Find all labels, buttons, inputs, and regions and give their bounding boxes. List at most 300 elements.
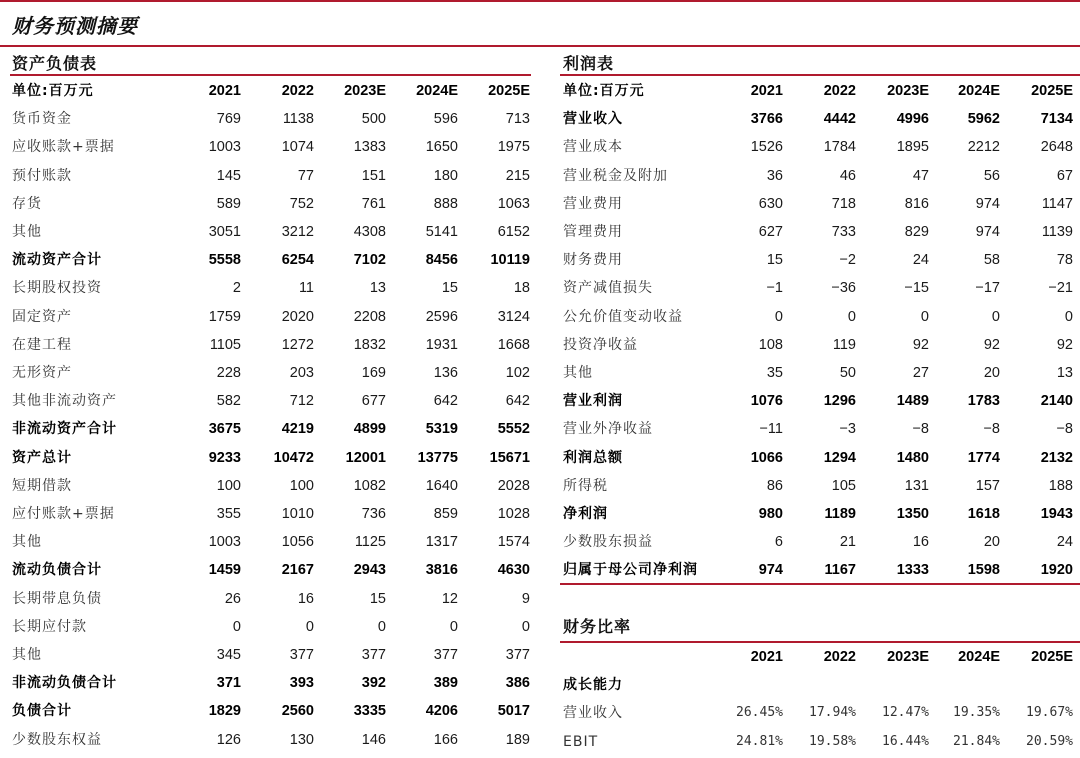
table-row bbox=[563, 331, 1080, 359]
row-value: 10119 bbox=[490, 252, 530, 269]
row-value: 642 bbox=[505, 393, 530, 410]
table-row bbox=[12, 162, 532, 190]
row-value: 1294 bbox=[823, 449, 856, 466]
row-value: 19.58% bbox=[809, 733, 856, 749]
row-value: 24 bbox=[912, 252, 929, 269]
row-value: 19.67% bbox=[1026, 705, 1073, 721]
row-value: −15 bbox=[904, 280, 929, 297]
row-value: 1125 bbox=[354, 534, 386, 551]
row-value: 12.47% bbox=[882, 705, 929, 721]
row-value: 733 bbox=[831, 224, 856, 240]
table-row bbox=[12, 669, 532, 697]
income-statement-bottom-border bbox=[560, 583, 1080, 585]
table-row bbox=[12, 303, 532, 331]
row-value: 16 bbox=[297, 590, 314, 607]
table-row bbox=[12, 500, 532, 528]
row-value: 1459 bbox=[208, 562, 241, 579]
row-value: 26 bbox=[224, 590, 241, 607]
row-value: 1138 bbox=[282, 111, 314, 128]
row-value: 6152 bbox=[497, 224, 530, 240]
row-value: 46 bbox=[839, 167, 856, 184]
table-row bbox=[563, 274, 1080, 302]
table-row bbox=[12, 274, 532, 302]
row-value: 0 bbox=[847, 308, 856, 325]
table-row bbox=[563, 190, 1080, 218]
table-row bbox=[563, 105, 1080, 133]
header-year: 2023E bbox=[344, 83, 386, 99]
row-label: 少数股东权益 bbox=[12, 731, 102, 748]
row-value: 4630 bbox=[497, 562, 530, 579]
row-value: 126 bbox=[216, 731, 241, 748]
table-row bbox=[563, 162, 1080, 190]
row-value: 1618 bbox=[967, 506, 1000, 522]
row-value: 13 bbox=[1056, 365, 1073, 381]
header-year: 2023E bbox=[887, 83, 929, 99]
row-value: 888 bbox=[433, 195, 458, 212]
header-year: 2021 bbox=[750, 649, 783, 665]
row-value: 371 bbox=[216, 675, 241, 692]
table-row bbox=[12, 331, 532, 359]
row-value: 974 bbox=[975, 195, 1000, 212]
row-value: −8 bbox=[912, 421, 929, 438]
row-value: 1975 bbox=[497, 139, 530, 156]
row-value: 718 bbox=[831, 195, 856, 212]
row-value: 769 bbox=[216, 111, 241, 128]
row-label: 负债合计 bbox=[12, 703, 72, 720]
row-value: 20 bbox=[983, 365, 1000, 381]
row-value: 1759 bbox=[208, 308, 241, 325]
table-row bbox=[12, 726, 532, 754]
table-row bbox=[12, 528, 532, 556]
row-label: 货币资金 bbox=[12, 111, 72, 128]
row-value: 58 bbox=[983, 252, 1000, 269]
row-value: 1668 bbox=[497, 336, 530, 353]
table-row bbox=[563, 472, 1080, 500]
row-value: 11 bbox=[298, 280, 314, 297]
row-value: 1296 bbox=[823, 393, 856, 410]
row-label: 管理费用 bbox=[563, 224, 623, 240]
row-value: 188 bbox=[1048, 477, 1073, 494]
row-label: 长期应付款 bbox=[12, 618, 87, 635]
row-value: −8 bbox=[983, 421, 1000, 438]
row-value: 3124 bbox=[497, 308, 530, 325]
row-value: 2208 bbox=[353, 308, 386, 325]
table-row bbox=[12, 218, 532, 246]
row-label: 资产减值损失 bbox=[563, 280, 653, 297]
row-value: 752 bbox=[289, 195, 314, 212]
row-value: 1139 bbox=[1041, 224, 1073, 240]
balance-sheet-divider bbox=[10, 74, 531, 76]
row-label: 营业收入 bbox=[563, 705, 623, 722]
table-row bbox=[12, 556, 532, 584]
row-value: 5962 bbox=[967, 111, 1000, 128]
header-year: 2022 bbox=[823, 83, 856, 99]
row-value: 16.44% bbox=[882, 733, 929, 749]
row-value: 980 bbox=[758, 506, 783, 522]
row-value: 1640 bbox=[425, 477, 458, 494]
row-value: 24 bbox=[1056, 534, 1073, 551]
row-value: 713 bbox=[505, 111, 530, 128]
row-value: 2596 bbox=[425, 308, 458, 325]
title-divider bbox=[0, 45, 1080, 47]
table-row bbox=[12, 190, 532, 218]
row-label: 其他 bbox=[12, 224, 42, 240]
row-value: 92 bbox=[983, 336, 1000, 353]
row-value: 4219 bbox=[281, 421, 314, 438]
row-value: 1931 bbox=[425, 336, 458, 353]
row-label: 少数股东损益 bbox=[563, 534, 653, 551]
row-label: 短期借款 bbox=[12, 477, 72, 494]
row-value: 151 bbox=[361, 167, 386, 184]
row-value: 157 bbox=[975, 477, 1000, 494]
row-value: 1003 bbox=[208, 139, 241, 156]
row-value: 3051 bbox=[208, 224, 241, 240]
table-row bbox=[12, 105, 532, 133]
row-value: 13 bbox=[369, 280, 386, 297]
row-value: 119 bbox=[832, 336, 856, 353]
table-row bbox=[563, 444, 1080, 472]
header-year: 2022 bbox=[823, 649, 856, 665]
table-row bbox=[563, 699, 1080, 727]
row-value: 1167 bbox=[824, 562, 856, 579]
row-value: 386 bbox=[505, 675, 530, 692]
row-value: 761 bbox=[361, 195, 386, 212]
row-value: 7134 bbox=[1040, 111, 1073, 128]
row-value: 27 bbox=[912, 365, 929, 381]
row-label: 财务费用 bbox=[563, 252, 623, 269]
row-value: 0 bbox=[1064, 308, 1073, 325]
row-value: 2560 bbox=[281, 703, 314, 720]
header-year: 2025E bbox=[488, 83, 530, 99]
row-value: 974 bbox=[975, 224, 1000, 240]
row-value: 2167 bbox=[281, 562, 314, 579]
row-label: 所得税 bbox=[563, 477, 608, 494]
table-row bbox=[563, 359, 1080, 387]
row-value: 20 bbox=[983, 534, 1000, 551]
row-value: 105 bbox=[831, 477, 856, 494]
row-label: 其他 bbox=[12, 647, 42, 663]
row-value: 131 bbox=[904, 477, 929, 494]
row-label: 营业税金及附加 bbox=[563, 167, 668, 184]
balance-header-row bbox=[12, 77, 532, 105]
row-value: 1650 bbox=[425, 139, 458, 156]
balance-sheet-title: 资产负债表 bbox=[12, 54, 98, 73]
row-value: 1105 bbox=[209, 336, 241, 353]
row-label: 其他 bbox=[12, 534, 42, 551]
row-value: 77 bbox=[297, 167, 314, 184]
row-value: 1526 bbox=[750, 139, 783, 156]
row-value: −11 bbox=[759, 421, 783, 438]
header-year: 2024E bbox=[958, 83, 1000, 99]
table-row bbox=[563, 728, 1080, 756]
row-value: 86 bbox=[766, 477, 783, 494]
row-value: 1272 bbox=[281, 336, 314, 353]
row-value: 2140 bbox=[1040, 393, 1073, 410]
row-label: 净利润 bbox=[563, 506, 608, 522]
income-statement-title: 利润表 bbox=[563, 54, 615, 73]
row-value: 6254 bbox=[281, 252, 314, 269]
row-value: 12 bbox=[441, 590, 458, 607]
row-value: 26.45% bbox=[736, 705, 783, 721]
table-row bbox=[12, 415, 532, 443]
header-unit-label: 单位:百万元 bbox=[12, 83, 94, 99]
row-value: 582 bbox=[216, 393, 241, 410]
row-value: 816 bbox=[904, 195, 929, 212]
row-value: 0 bbox=[377, 618, 386, 635]
row-label: 其他 bbox=[563, 365, 593, 381]
row-value: 50 bbox=[839, 365, 856, 381]
row-value: 145 bbox=[216, 167, 241, 184]
row-value: 0 bbox=[991, 308, 1000, 325]
row-value: 4308 bbox=[353, 224, 386, 240]
row-value: 736 bbox=[361, 506, 386, 522]
header-year: 2024E bbox=[958, 649, 1000, 665]
row-value: 1383 bbox=[353, 139, 386, 156]
row-value: 712 bbox=[289, 393, 314, 410]
row-value: 215 bbox=[505, 167, 530, 184]
row-value: 5017 bbox=[497, 703, 530, 720]
row-value: 203 bbox=[289, 365, 314, 381]
row-value: 1784 bbox=[823, 139, 856, 156]
row-value: 21 bbox=[839, 534, 856, 551]
row-value: 3816 bbox=[425, 562, 458, 579]
row-value: 1574 bbox=[497, 534, 530, 551]
row-value: −8 bbox=[1056, 421, 1073, 438]
row-label: 资产总计 bbox=[12, 449, 72, 466]
row-value: 1189 bbox=[824, 506, 856, 522]
row-value: 859 bbox=[433, 506, 458, 522]
row-value: 180 bbox=[433, 167, 458, 184]
row-value: 169 bbox=[361, 365, 386, 381]
row-value: −36 bbox=[831, 280, 856, 297]
row-value: 47 bbox=[912, 167, 929, 184]
row-value: −17 bbox=[975, 280, 1000, 297]
row-label: 流动负债合计 bbox=[12, 562, 102, 579]
row-value: 166 bbox=[433, 731, 458, 748]
row-value: 24.81% bbox=[736, 733, 783, 749]
table-row bbox=[563, 133, 1080, 161]
row-value: 4442 bbox=[823, 111, 856, 128]
table-row bbox=[12, 641, 532, 669]
header-year: 2025E bbox=[1031, 83, 1073, 99]
header-year: 2023E bbox=[887, 649, 929, 665]
table-row bbox=[563, 556, 1080, 584]
row-value: 355 bbox=[216, 506, 241, 522]
table-row bbox=[563, 387, 1080, 415]
row-value: 1350 bbox=[896, 506, 929, 522]
row-value: 1832 bbox=[353, 336, 386, 353]
row-value: 15 bbox=[766, 252, 783, 269]
row-value: 1074 bbox=[281, 139, 314, 156]
row-value: 642 bbox=[433, 393, 458, 410]
row-label: 营业外净收益 bbox=[563, 421, 653, 438]
row-value: 0 bbox=[774, 308, 783, 325]
row-value: 8456 bbox=[425, 252, 458, 269]
row-value: 1333 bbox=[896, 562, 929, 579]
row-value: 92 bbox=[1056, 336, 1073, 353]
income-statement-divider bbox=[560, 74, 1080, 76]
row-value: 2028 bbox=[497, 477, 530, 494]
row-value: 5319 bbox=[425, 421, 458, 438]
row-value: 56 bbox=[983, 167, 1000, 184]
row-value: −3 bbox=[839, 421, 856, 438]
row-value: 19.35% bbox=[953, 705, 1000, 721]
row-value: 78 bbox=[1056, 252, 1073, 269]
row-value: −2 bbox=[839, 252, 856, 269]
row-value: 1056 bbox=[281, 534, 314, 551]
row-label: 在建工程 bbox=[12, 336, 72, 353]
row-value: 1003 bbox=[208, 534, 241, 551]
row-value: 2648 bbox=[1040, 139, 1073, 156]
row-value: 146 bbox=[361, 731, 386, 748]
row-value: 12001 bbox=[345, 449, 386, 466]
row-label: 非流动负债合计 bbox=[12, 675, 117, 692]
row-value: 1895 bbox=[896, 139, 929, 156]
row-value: 21.84% bbox=[953, 733, 1000, 749]
row-label: 利润总额 bbox=[563, 449, 623, 466]
row-value: 20.59% bbox=[1026, 733, 1073, 749]
row-label: 流动资产合计 bbox=[12, 252, 102, 269]
row-value: 1943 bbox=[1040, 506, 1073, 522]
row-value: 2 bbox=[232, 280, 241, 297]
row-value: 345 bbox=[216, 647, 241, 663]
row-label: 非流动资产合计 bbox=[12, 421, 117, 438]
row-value: 16 bbox=[912, 534, 929, 551]
ratio-group-label: 成长能力 bbox=[563, 677, 623, 694]
income-header-row bbox=[563, 77, 1080, 105]
row-label: 公允价值变动收益 bbox=[563, 308, 683, 325]
row-value: 377 bbox=[505, 647, 530, 663]
table-row bbox=[12, 387, 532, 415]
row-value: 15 bbox=[441, 280, 458, 297]
row-label: 应收账款+票据 bbox=[12, 139, 115, 156]
row-value: 4206 bbox=[425, 703, 458, 720]
row-value: 130 bbox=[289, 731, 314, 748]
row-value: 3212 bbox=[281, 224, 314, 240]
row-value: 1076 bbox=[750, 393, 783, 410]
table-row bbox=[12, 613, 532, 641]
row-value: 9233 bbox=[208, 449, 241, 466]
row-value: 189 bbox=[505, 731, 530, 748]
row-value: 1028 bbox=[497, 506, 530, 522]
row-value: 1774 bbox=[967, 449, 1000, 466]
header-year: 2025E bbox=[1031, 649, 1073, 665]
row-value: 1082 bbox=[353, 477, 386, 494]
row-value: 1489 bbox=[896, 393, 929, 410]
table-row bbox=[12, 359, 532, 387]
table-row bbox=[563, 246, 1080, 274]
table-row bbox=[12, 246, 532, 274]
header-year: 2021 bbox=[750, 83, 783, 99]
table-row bbox=[563, 500, 1080, 528]
table-row bbox=[12, 585, 532, 613]
row-value: 18 bbox=[513, 280, 530, 297]
row-value: 0 bbox=[521, 618, 530, 635]
row-value: 4899 bbox=[353, 421, 386, 438]
row-value: 0 bbox=[305, 618, 314, 635]
row-value: 627 bbox=[758, 224, 783, 240]
table-row bbox=[563, 218, 1080, 246]
row-value: 2020 bbox=[281, 308, 314, 325]
table-row bbox=[12, 444, 532, 472]
row-value: 1480 bbox=[896, 449, 929, 466]
ratios-title: 财务比率 bbox=[563, 617, 632, 636]
row-label: 长期带息负债 bbox=[12, 590, 102, 607]
row-value: 829 bbox=[904, 224, 929, 240]
row-value: −1 bbox=[766, 280, 783, 297]
row-value: 3766 bbox=[750, 111, 783, 128]
row-label: 长期股权投资 bbox=[12, 280, 102, 297]
row-value: 100 bbox=[289, 477, 314, 494]
row-value: 67 bbox=[1056, 167, 1073, 184]
table-row bbox=[12, 472, 532, 500]
row-value: 9 bbox=[521, 590, 530, 607]
table-row bbox=[12, 697, 532, 725]
row-label: 营业收入 bbox=[563, 111, 623, 128]
row-value: 392 bbox=[361, 675, 386, 692]
row-label: 无形资产 bbox=[12, 365, 72, 381]
row-value: 4996 bbox=[896, 111, 929, 128]
row-value: 500 bbox=[361, 111, 386, 128]
table-row bbox=[563, 528, 1080, 556]
row-label: 固定资产 bbox=[12, 308, 72, 325]
row-label: 预付账款 bbox=[12, 167, 72, 184]
row-value: 15671 bbox=[489, 449, 530, 466]
row-value: 1920 bbox=[1040, 562, 1073, 579]
row-value: 17.94% bbox=[809, 705, 856, 721]
ratios-header-row bbox=[563, 643, 1080, 671]
row-value: 15 bbox=[369, 590, 386, 607]
table-row bbox=[563, 415, 1080, 443]
row-value: 677 bbox=[361, 393, 386, 410]
row-value: 377 bbox=[361, 647, 386, 663]
row-value: 228 bbox=[216, 365, 241, 381]
page-title: 财务预测摘要 bbox=[12, 14, 138, 38]
row-value: 13775 bbox=[417, 449, 458, 466]
row-value: 92 bbox=[912, 336, 929, 353]
row-value: 36 bbox=[766, 167, 783, 184]
row-value: 5141 bbox=[425, 224, 458, 240]
row-value: 1066 bbox=[750, 449, 783, 466]
row-value: 3335 bbox=[353, 703, 386, 720]
header-year: 2021 bbox=[208, 83, 241, 99]
row-label: EBIT bbox=[563, 733, 599, 750]
row-value: 974 bbox=[758, 562, 783, 579]
row-value: 7102 bbox=[353, 252, 386, 269]
row-value: 1783 bbox=[967, 393, 1000, 410]
row-value: 1598 bbox=[967, 562, 1000, 579]
row-label: 归属于母公司净利润 bbox=[563, 562, 698, 579]
row-value: 5558 bbox=[208, 252, 241, 269]
row-label: 营业利润 bbox=[563, 393, 623, 410]
row-value: 377 bbox=[289, 647, 314, 663]
row-label: 营业成本 bbox=[563, 139, 623, 156]
row-value: 1063 bbox=[497, 195, 530, 212]
row-value: 2212 bbox=[967, 139, 1000, 156]
row-value: 35 bbox=[766, 365, 783, 381]
row-value: 2132 bbox=[1040, 449, 1073, 466]
row-value: 1010 bbox=[281, 506, 314, 522]
row-value: 10472 bbox=[273, 449, 314, 466]
row-value: 0 bbox=[449, 618, 458, 635]
row-value: 596 bbox=[433, 111, 458, 128]
row-value: 0 bbox=[920, 308, 929, 325]
row-value: 5552 bbox=[497, 421, 530, 438]
header-year: 2024E bbox=[416, 83, 458, 99]
row-value: −21 bbox=[1048, 280, 1073, 297]
row-value: 377 bbox=[433, 647, 458, 663]
row-value: 136 bbox=[433, 365, 458, 381]
